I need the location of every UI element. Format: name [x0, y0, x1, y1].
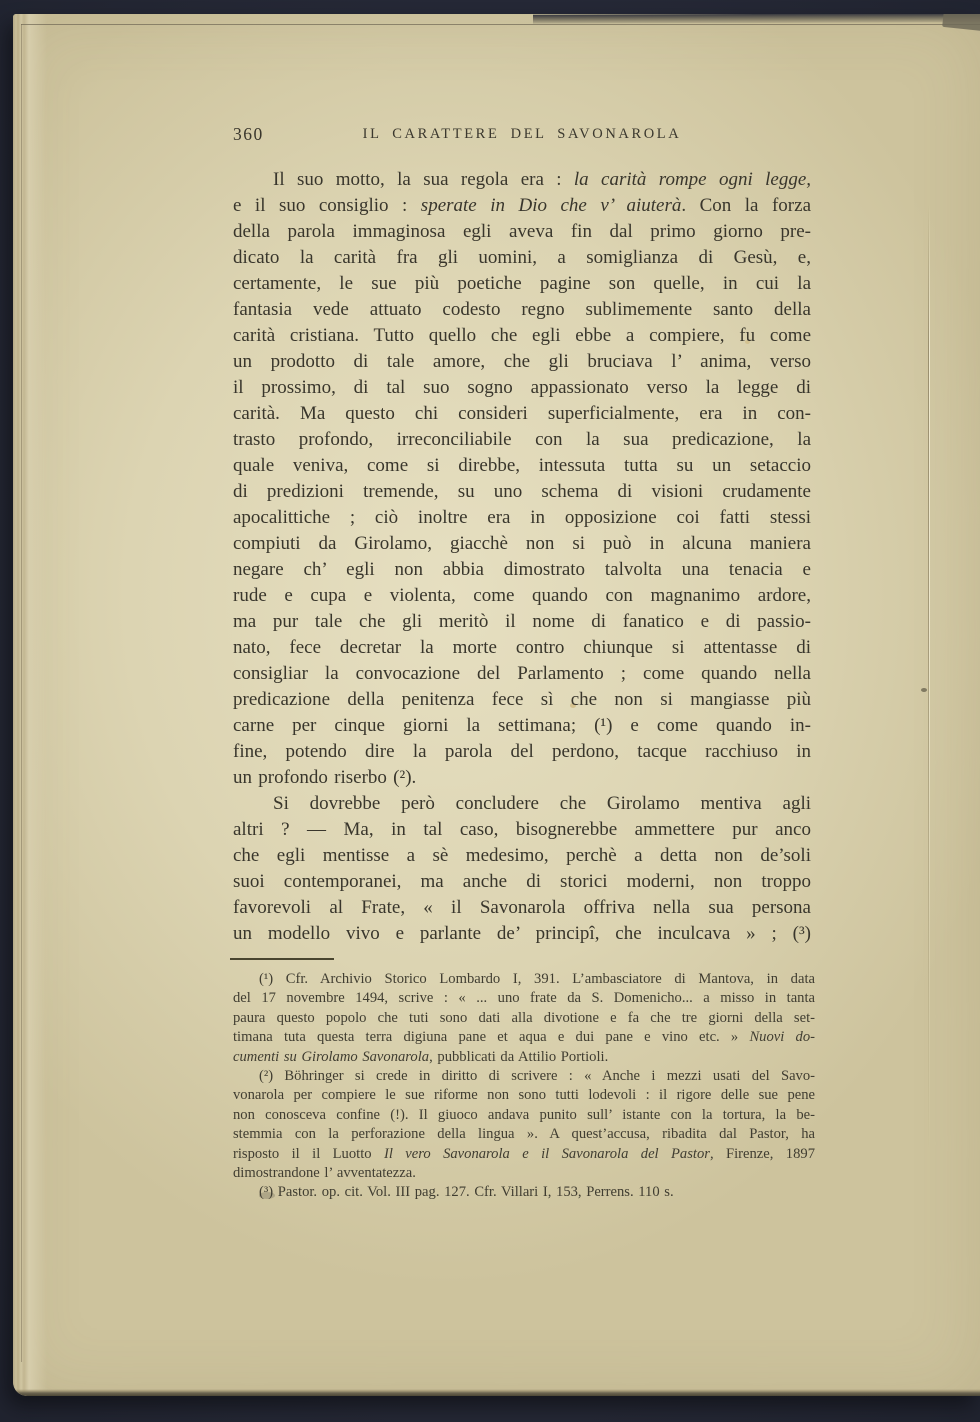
body-line: dicato la carità fra gli uomini, a somiglianza di Gesù, e,	[233, 247, 811, 268]
body-line: Si dovrebbe però concludere che Girolamo mentiva agli	[273, 793, 811, 814]
footnote-line: dimostrandone l’ avventatezza.	[233, 1165, 416, 1182]
body-line: negare ch’ egli non abbia dimostrato talvolta una tenacia e	[233, 559, 811, 580]
footnotes	[233, 970, 815, 1203]
body-line: consigliar la convocazione del Parlamento ; come quando nella	[233, 663, 811, 684]
footnote-line: (¹) Cfr. Archivio Storico Lombardo I, 391. L’ambasciatore di Mantova, in data	[259, 971, 815, 987]
body-line: predicazione della penitenza fece sì che non si mangiasse più	[233, 689, 811, 710]
page-bottom-deckle-edge	[13, 1389, 980, 1396]
body-line: e il suo consiglio : sperate in Dio che v’ aiuterà. Con la forza	[233, 195, 812, 216]
footnote-line: vonarola per compiere le sue riforme non sono tutti lodevoli : il rigore delle sue pene	[233, 1087, 815, 1104]
body-line: carità. Ma questo chi consideri superficialmente, era in con-	[233, 403, 811, 424]
page-edge-top-line	[21, 24, 980, 25]
body-line: certamente, le sue più poetiche pagine son quelle, in cui la	[233, 273, 811, 294]
body-line: un prodotto di tale amore, che gli bruciava l’ anima, verso	[233, 351, 811, 372]
body-line: un modello vivo e parlante de’ principî, che inculcava » ; (³)	[233, 923, 811, 944]
body-line: di predizioni tremende, su uno schema di visioni crudamente	[233, 481, 811, 502]
body-line: carità cristiana. Tutto quello che egli ebbe a compiere, fu come	[233, 325, 811, 346]
footnote-line: stemmia con la perforazione della lingua ». A quest’accusa, ribadita dal Pastor, ha	[233, 1126, 815, 1143]
body-line: quale veniva, come si direbbe, intessuta tutta su un setaccio	[233, 455, 811, 476]
body-line: della parola immaginosa egli aveva fin dal primo giorno pre-	[233, 221, 811, 242]
body-line: compiuti da Girolamo, giacchè non si può in alcuna maniera	[233, 533, 811, 554]
body-line: rude e cupa e violenta, come quando con magnanimo ardore,	[233, 585, 811, 606]
body-text	[233, 167, 811, 947]
footnote-line: cumenti su Girolamo Savonarola, pubblicati da Attilio Portioli.	[233, 1048, 609, 1065]
footnote-line: timana tuta questa terra digiuna pane et aqua e dui pane e vino etc. » Nuovi do-	[233, 1029, 815, 1046]
book-page	[13, 14, 980, 1396]
body-line: trasto profondo, irreconciliabile con la sua predicazione, la	[233, 429, 811, 450]
body-line: un profondo riserbo (²).	[233, 767, 417, 788]
body-line: suoi contemporanei, ma anche di storici moderni, non troppo	[233, 871, 811, 892]
body-line: Il suo motto, la sua regola era : la carità rompe ogni legge,	[273, 169, 811, 190]
page-stack-edge-left	[13, 14, 47, 1396]
running-header	[233, 124, 811, 148]
body-line: nato, fece decretar la morte contro chiunque si attentasse di	[233, 637, 811, 658]
body-line: favorevoli al Frate, « il Savonarola offriva nella sua persona	[233, 897, 811, 918]
page-edge-left-line	[21, 24, 22, 1362]
body-line: carne per cinque giorni la settimana; (¹) e come quando in-	[233, 715, 811, 736]
page-crease-line	[929, 204, 930, 1154]
body-line: fantasia vede attuato codesto regno sublimemente santo della	[233, 299, 811, 320]
binding-corner-fragment	[942, 14, 980, 31]
running-header-title: IL CARATTERE DEL SAVONAROLA	[362, 126, 682, 142]
footnote-line: (²) Böhringer si crede in diritto di scrivere : « Anche i mezzi usati del Savo-	[259, 1068, 815, 1085]
footnote-line: paura questo popolo che tuti sono dati alla divotione e fa che tre giorni della set-	[233, 1009, 815, 1026]
body-line: ma pur tale che gli meritò il nome di fanatico e di passio-	[233, 611, 811, 632]
ink-speck	[921, 688, 927, 692]
book-top-edge-shadow	[533, 14, 980, 24]
footnote-line: (³) Pastor. op. cit. Vol. III pag. 127. Cfr. Villari I, 153, Perrens. 110 s.	[259, 1184, 674, 1201]
body-line: il prossimo, di tal suo sogno appassionato verso la legge di	[233, 377, 811, 398]
body-line: fine, potendo dire la parola del perdono, tacque racchiuso in	[233, 741, 811, 762]
body-line: che egli mentisse a sè medesimo, perchè a detta non de’soli	[233, 845, 811, 866]
page-number: 360	[233, 124, 264, 144]
body-line: apocalittiche ; ciò inoltre era in opposizione coi fatti stessi	[233, 507, 811, 528]
footnote-line: non conosceva confine (!). Il giuoco andava punito sull’ istante con la tortura, la be-	[233, 1106, 815, 1123]
footnote-line: del 17 novembre 1494, scrive : « ... uno frate da S. Domenicho... a misso in tanta	[233, 990, 815, 1007]
footnote-separator	[230, 958, 334, 960]
footnote-line: risposto il il Luotto Il vero Savonarola e il Savonarola del Pastor, Firenze, 1897	[233, 1145, 815, 1162]
body-line: altri ? — Ma, in tal caso, bisognerebbe ammettere pur anco	[233, 819, 811, 840]
